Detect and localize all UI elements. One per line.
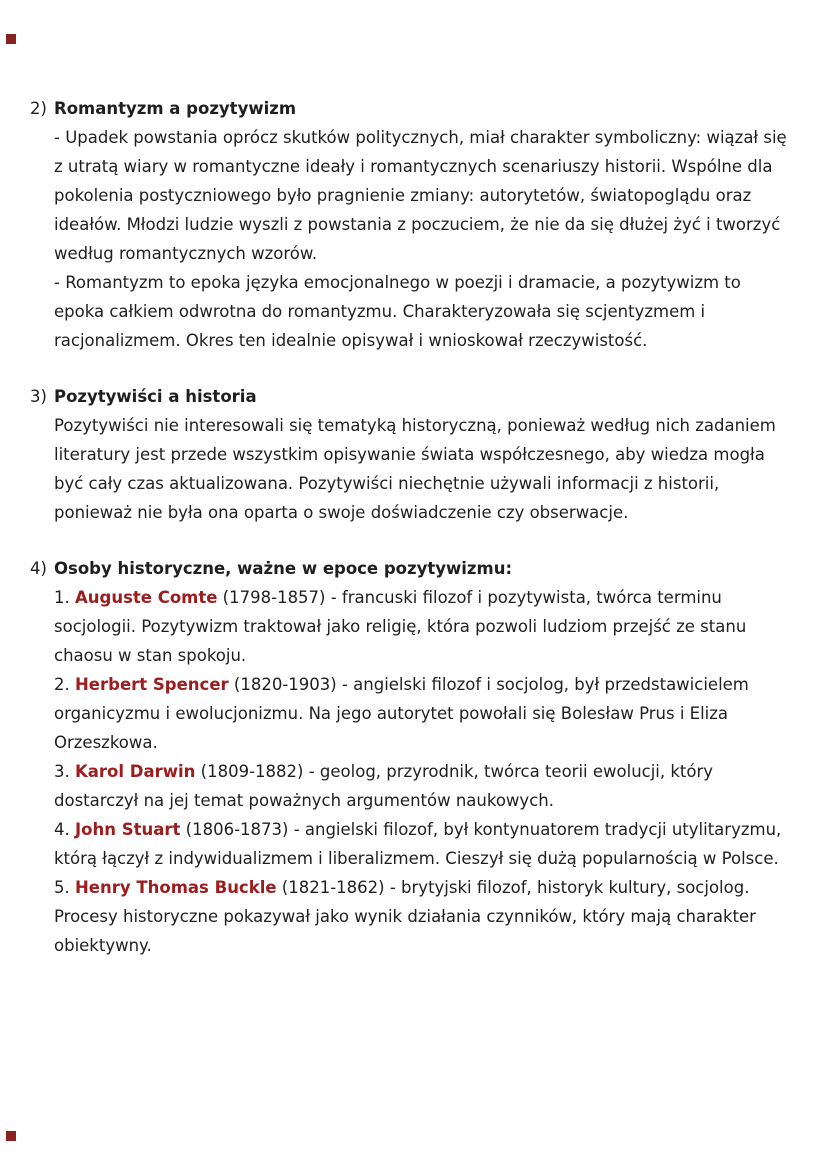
person-name: John Stuart (75, 820, 181, 839)
section-number: 3) (30, 387, 47, 406)
section-title: Pozytywiści a historia (54, 387, 257, 406)
section-number: 2) (30, 99, 47, 118)
page-corner-marker-top (6, 34, 16, 44)
person-name: Karol Darwin (75, 762, 196, 781)
person-item (54, 670, 792, 757)
person-item (54, 873, 792, 960)
person-description: (1798-1857) - francuski filozof i pozytywista, twórca terminu socjologii. Pozytywizm traktował jako religię, która pozwoli ludziom przejść ze stanu chaosu w stan spokoju. (54, 588, 747, 665)
document-content (30, 94, 792, 987)
section-osoby-historyczne (30, 554, 792, 960)
paragraph: - Romantyzm to epoka języka emocjonalnego w poezji i dramacie, a pozytywizm to epoka całkiem odwrotna do romantyzmu. Charakteryzowała się scjentyzmem i racjonalizmem. Okres ten idealnie opisywał i wnioskował rzeczywistość. (54, 273, 741, 350)
section-body (54, 94, 792, 355)
section-title: Romantyzm a pozytywizm (54, 99, 297, 118)
person-index: 2. (54, 675, 75, 694)
person-description: (1806-1873) - angielski filozof, był kontynuatorem tradycji utylitaryzmu, którą łączył z indywidualizmem i liberalizmem. Cieszył się dużą popularnością w Polsce. (54, 820, 782, 868)
person-item (54, 583, 792, 670)
person-description: (1821-1862) - brytyjski filozof, historyk kultury, socjolog. Procesy historyczne pokazywał jako wynik działania czynników, który mają charakter obiektywny. (54, 878, 756, 955)
paragraph: Pozytywiści nie interesowali się tematyką historyczną, ponieważ według nich zadaniem literatury jest przede wszystkim opisywanie świata współczesnego, aby wiedza mogła być cały czas aktualizowana. Pozytywiści niechętnie używali informacji z historii, ponieważ nie była ona oparta o swoje doświadczenie czy obserwacje. (54, 416, 776, 522)
person-index: 3. (54, 762, 75, 781)
section-romantyzm-a-pozytywizm (30, 94, 792, 355)
person-name: Auguste Comte (75, 588, 218, 607)
person-index: 1. (54, 588, 75, 607)
section-pozytywisci-a-historia (30, 382, 792, 527)
section-number: 4) (30, 559, 47, 578)
person-item (54, 815, 792, 873)
person-description: (1820-1903) - angielski filozof i socjolog, był przedstawicielem organicyzmu i ewolucjonizmu. Na jego autorytet powołali się Bolesław Prus i Eliza Orzeszkowa. (54, 675, 749, 752)
person-name: Herbert Spencer (75, 675, 229, 694)
person-index: 5. (54, 878, 75, 897)
section-body (54, 382, 792, 527)
person-item (54, 757, 792, 815)
page-corner-marker-bottom (6, 1131, 16, 1141)
person-description: (1809-1882) - geolog, przyrodnik, twórca teorii ewolucji, który dostarczył na jej temat poważnych argumentów naukowych. (54, 762, 714, 810)
paragraph: - Upadek powstania oprócz skutków politycznych, miał charakter symboliczny: wiązał się z utratą wiary w romantyczne ideały i romantycznych scenariuszy historii. Wspólne dla pokolenia postyczniowego było pragnienie zmiany: autorytetów, światopoglądu oraz ideałów. Młodzi ludzie wyszli z powstania z poczuciem, że nie da się dłużej żyć i tworzyć według romantycznych wzorów. (54, 128, 787, 263)
section-body (54, 554, 792, 960)
section-title: Osoby historyczne, ważne w epoce pozytywizmu: (54, 559, 513, 578)
person-index: 4. (54, 820, 75, 839)
person-name: Henry Thomas Buckle (75, 878, 277, 897)
